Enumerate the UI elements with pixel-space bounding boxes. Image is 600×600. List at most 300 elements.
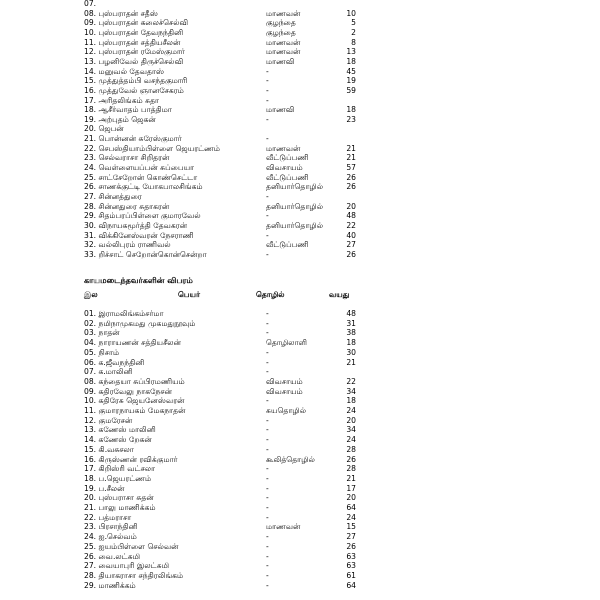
row-age: 21 bbox=[346, 153, 356, 163]
table-row bbox=[0, 377, 600, 387]
row-name bbox=[84, 581, 136, 591]
row-person-name: கதிரவேலு நாகநேசன் bbox=[98, 386, 172, 396]
row-person-name: வல்லிபுரம் ராணிவல் bbox=[98, 240, 171, 250]
table-row bbox=[0, 202, 600, 212]
row-name bbox=[84, 542, 179, 552]
table-row bbox=[0, 182, 600, 192]
row-number: 22. bbox=[84, 143, 97, 153]
table-row bbox=[0, 240, 600, 250]
row-age: 57 bbox=[346, 163, 356, 173]
row-name bbox=[84, 250, 207, 260]
row-number: 04. bbox=[84, 338, 97, 348]
row-name bbox=[84, 435, 152, 445]
row-person-name: சின்னதுரை சுதாகரன் bbox=[98, 201, 170, 211]
row-occupation: தொழிலாளி bbox=[266, 338, 307, 348]
row-occupation: கூலித்தொழில் bbox=[266, 454, 315, 464]
row-number: 19. bbox=[84, 483, 97, 493]
row-person-name: சாட்சேறோன் கொண்செட்டா bbox=[98, 172, 198, 182]
row-name bbox=[84, 464, 155, 474]
table-row bbox=[0, 561, 600, 571]
row-occupation: - bbox=[266, 396, 269, 406]
row-occupation: மாணவன் bbox=[266, 37, 301, 47]
row-name bbox=[84, 425, 156, 435]
row-number: 26. bbox=[84, 182, 97, 192]
row-name bbox=[84, 445, 134, 455]
injured-table-header bbox=[0, 289, 600, 300]
table-row bbox=[0, 328, 600, 338]
row-name bbox=[84, 231, 194, 241]
row-occupation: - bbox=[266, 561, 269, 571]
row-person-name: புஸ்பராதன் சதீஸ் bbox=[98, 8, 158, 18]
row-number: 07. bbox=[84, 367, 97, 377]
table-row bbox=[0, 57, 600, 67]
row-occupation: - bbox=[266, 444, 269, 454]
row-number: 25. bbox=[84, 172, 97, 182]
row-name bbox=[84, 0, 96, 9]
table-row bbox=[0, 416, 600, 426]
row-age: 26 bbox=[346, 172, 356, 182]
row-number: 10. bbox=[84, 396, 97, 406]
row-name bbox=[84, 474, 151, 484]
row-age: 18 bbox=[346, 105, 356, 115]
table-row bbox=[0, 338, 600, 348]
row-occupation: - bbox=[266, 415, 269, 425]
table-row bbox=[0, 144, 600, 154]
row-person-name: றிச்சாட் செறோன்கொன்சென்றா bbox=[98, 249, 207, 259]
row-age: 63 bbox=[346, 551, 356, 561]
row-age: 26 bbox=[346, 182, 356, 192]
row-age: 5 bbox=[351, 18, 356, 28]
row-name bbox=[84, 47, 185, 57]
row-occupation: - bbox=[266, 473, 269, 483]
row-number: 32. bbox=[84, 240, 97, 250]
column-header-number: இல bbox=[84, 290, 98, 299]
row-number: 29. bbox=[84, 580, 97, 590]
row-number: 22. bbox=[84, 512, 97, 522]
row-number: 30. bbox=[84, 220, 97, 230]
table-row bbox=[0, 250, 600, 260]
row-person-name: அற்புதம் ஜெகன் bbox=[98, 114, 156, 124]
row-age: 22 bbox=[346, 220, 356, 230]
row-name bbox=[84, 144, 220, 154]
table-row bbox=[0, 28, 600, 38]
row-occupation: - bbox=[266, 134, 269, 144]
row-occupation: - bbox=[266, 318, 269, 328]
row-age: 24 bbox=[346, 435, 356, 445]
table-row bbox=[0, 464, 600, 474]
row-occupation: மாணவன் bbox=[266, 143, 301, 153]
row-person-name: முத்துத்தம்பி வசந்தகுமாரி bbox=[98, 76, 188, 86]
row-person-name: அரிதலிங்கம் சுதா bbox=[98, 95, 159, 105]
row-name bbox=[84, 221, 187, 231]
row-person-name: நாதன் bbox=[98, 328, 120, 338]
row-name bbox=[84, 309, 164, 319]
row-name bbox=[84, 513, 131, 523]
row-occupation: வீட்டுப்பணி bbox=[266, 172, 309, 182]
row-age: 18 bbox=[346, 56, 356, 66]
table-row bbox=[0, 192, 600, 202]
row-occupation: - bbox=[266, 66, 269, 76]
row-person-name: கி.வசுசலா bbox=[98, 444, 134, 454]
row-name bbox=[84, 115, 156, 125]
row-number: 20. bbox=[84, 493, 97, 503]
row-age: 20 bbox=[346, 201, 356, 211]
table-row bbox=[0, 484, 600, 494]
row-name bbox=[84, 552, 140, 562]
row-person-name: நமிநாமுகமது முகமதுநூவும் bbox=[98, 318, 196, 328]
row-person-name: நிசாம் bbox=[98, 347, 120, 357]
row-number: 33. bbox=[84, 249, 97, 259]
row-age: 59 bbox=[346, 85, 356, 95]
row-person-name: சின்னத்துரை bbox=[98, 192, 142, 201]
row-age: 28 bbox=[346, 464, 356, 474]
row-occupation: - bbox=[266, 532, 269, 542]
row-person-name: பிரசாந்தினி bbox=[98, 522, 138, 532]
row-person-name: பத்மராசா bbox=[98, 512, 132, 522]
row-occupation: - bbox=[266, 541, 269, 551]
row-occupation: - bbox=[266, 512, 269, 522]
table-row bbox=[0, 67, 600, 77]
row-age: 24 bbox=[346, 406, 356, 415]
row-age: 30 bbox=[346, 347, 356, 357]
table-row bbox=[0, 503, 600, 513]
row-number: 24. bbox=[84, 163, 97, 173]
row-number: 08. bbox=[84, 376, 97, 386]
row-number: 29. bbox=[84, 211, 97, 221]
row-name bbox=[84, 28, 183, 38]
row-number: 28. bbox=[84, 570, 97, 580]
row-occupation: மாணவன் bbox=[266, 522, 301, 532]
row-age: 34 bbox=[346, 425, 356, 435]
row-age: 26 bbox=[346, 541, 356, 551]
row-occupation: மாணவன் bbox=[266, 8, 301, 18]
row-person-name: மனுவல் தேவதாஸ் bbox=[98, 66, 165, 76]
table-row bbox=[0, 38, 600, 48]
row-age: 48 bbox=[346, 211, 356, 221]
row-age: 17 bbox=[346, 483, 356, 493]
row-name bbox=[84, 348, 119, 358]
row-name bbox=[84, 96, 159, 106]
row-age: 2 bbox=[351, 27, 356, 37]
row-occupation: மாணவன் bbox=[266, 47, 301, 57]
row-occupation: - bbox=[266, 493, 269, 503]
table-row bbox=[0, 358, 600, 368]
row-age: 19 bbox=[346, 76, 356, 86]
row-occupation: மாணவி bbox=[266, 105, 295, 115]
row-person-name: புஸ்பராதன் ரமேஸ்குமார் bbox=[98, 47, 185, 57]
row-number: 27. bbox=[84, 192, 97, 201]
row-name bbox=[84, 396, 184, 406]
row-name bbox=[84, 105, 172, 115]
row-number: 13. bbox=[84, 56, 97, 66]
table-row bbox=[0, 163, 600, 173]
row-number: 13. bbox=[84, 425, 97, 435]
table-row bbox=[0, 387, 600, 397]
table-row bbox=[0, 221, 600, 231]
row-number: 19. bbox=[84, 114, 97, 124]
table-row bbox=[0, 47, 600, 57]
row-name bbox=[84, 76, 187, 86]
row-number: 09. bbox=[84, 386, 97, 396]
row-occupation: - bbox=[266, 435, 269, 445]
row-age: 22 bbox=[346, 376, 356, 386]
row-name bbox=[84, 377, 185, 387]
row-name bbox=[84, 416, 132, 426]
row-name bbox=[84, 86, 184, 96]
row-occupation: - bbox=[266, 249, 269, 259]
row-person-name: சிதம்பரப்பிள்ளை குமாரவேல் bbox=[98, 211, 201, 221]
row-number: 16. bbox=[84, 454, 97, 464]
row-person-name: ஆசீர்வாதம் பாத்திமா bbox=[98, 105, 172, 115]
row-name bbox=[84, 493, 154, 503]
row-age: 21 bbox=[346, 143, 356, 153]
row-number: 23. bbox=[84, 522, 97, 532]
row-number: 06. bbox=[84, 357, 97, 367]
row-age: 31 bbox=[346, 318, 356, 328]
column-header-age: வயது bbox=[329, 290, 350, 299]
row-name bbox=[84, 484, 124, 494]
row-name bbox=[84, 338, 181, 348]
row-occupation: வீட்டுப்பணி bbox=[266, 153, 309, 163]
table-row bbox=[0, 513, 600, 523]
table-row bbox=[0, 581, 600, 591]
row-age: 34 bbox=[346, 386, 356, 396]
row-person-name: விநாயகமூர்த்தி தேவகரன் bbox=[98, 220, 188, 230]
table-row bbox=[0, 153, 600, 163]
row-number: 21. bbox=[84, 134, 97, 144]
row-age: 8 bbox=[351, 37, 356, 47]
row-occupation: - bbox=[266, 580, 269, 590]
row-name bbox=[84, 202, 169, 212]
row-age: 61 bbox=[346, 570, 356, 580]
row-person-name: விக்கினேஸ்வரன் நேசராணி bbox=[98, 230, 194, 240]
row-name bbox=[84, 522, 138, 532]
row-number: 20. bbox=[84, 124, 97, 134]
row-occupation: - bbox=[266, 367, 269, 377]
row-occupation: - bbox=[266, 230, 269, 240]
row-person-name: வையாபுரி இலட்சுமி bbox=[98, 561, 170, 571]
row-person-name: புஸ்பராதன் சத்தியசீலன் bbox=[98, 37, 181, 47]
table-row bbox=[0, 348, 600, 358]
row-name bbox=[84, 173, 197, 183]
row-occupation: - bbox=[266, 357, 269, 367]
row-person-name: செபஸ்தியாம்பிள்ளை ஜெயரட்ணம் bbox=[98, 143, 220, 153]
table-row bbox=[0, 552, 600, 562]
row-occupation: - bbox=[266, 114, 269, 124]
row-number: 12. bbox=[84, 47, 97, 57]
row-person-name: வை.லட்சுமி bbox=[98, 551, 141, 561]
row-number: 01. bbox=[84, 309, 97, 318]
row-number: 16. bbox=[84, 85, 97, 95]
table-row bbox=[0, 474, 600, 484]
row-age: 21 bbox=[346, 473, 356, 483]
row-person-name: குமரேசன் bbox=[98, 415, 133, 425]
row-age: 13 bbox=[346, 47, 356, 57]
table-row bbox=[0, 396, 600, 406]
row-occupation: தனியார்தொழில் bbox=[266, 220, 324, 230]
row-age: 27 bbox=[346, 240, 356, 250]
row-occupation: - bbox=[266, 192, 269, 201]
row-number: 09. bbox=[84, 18, 97, 28]
table-row bbox=[0, 542, 600, 552]
row-name bbox=[84, 134, 182, 144]
row-number: 15. bbox=[84, 76, 97, 86]
row-person-name: தியாகராசா சந்திரலிங்கம் bbox=[98, 570, 184, 580]
row-person-name: கிருஸ்ணன் ரவிக்குமார் bbox=[98, 454, 178, 464]
row-age: 45 bbox=[346, 66, 356, 76]
table-row bbox=[0, 96, 600, 106]
row-age: 48 bbox=[346, 309, 356, 318]
row-number: 02. bbox=[84, 318, 97, 328]
row-number: 28. bbox=[84, 201, 97, 211]
row-occupation: தனியார்தொழில் bbox=[266, 182, 324, 192]
row-person-name: கிறிஸ்ரி வட்சலா bbox=[98, 464, 156, 474]
row-name bbox=[84, 387, 172, 397]
row-occupation: - bbox=[266, 551, 269, 561]
row-occupation: - bbox=[266, 483, 269, 493]
table-row bbox=[0, 134, 600, 144]
row-name bbox=[84, 67, 164, 77]
row-name bbox=[84, 211, 201, 221]
row-number: 15. bbox=[84, 444, 97, 454]
row-age: 24 bbox=[346, 512, 356, 522]
table-row bbox=[0, 86, 600, 96]
row-age: 20 bbox=[346, 493, 356, 503]
row-name bbox=[84, 192, 142, 202]
row-person-name: புஸ்பராசா சுதன் bbox=[98, 493, 154, 503]
row-occupation: விவசாயம் bbox=[266, 376, 303, 386]
row-person-name: கணேஸ் மாலினி bbox=[98, 425, 156, 435]
row-age: 18 bbox=[346, 396, 356, 406]
row-number: 11. bbox=[84, 406, 97, 415]
table-row bbox=[0, 9, 600, 19]
row-occupation: - bbox=[266, 464, 269, 474]
row-age: 21 bbox=[346, 357, 356, 367]
row-person-name: செல்வராசா சிறிதரன் bbox=[98, 153, 170, 163]
row-person-name: முத்துவேல் ஞானசேகரம் bbox=[98, 85, 184, 95]
table-row bbox=[0, 571, 600, 581]
row-age: 64 bbox=[346, 503, 356, 512]
column-header-occupation: தொழில் bbox=[256, 290, 285, 299]
row-number: 17. bbox=[84, 464, 97, 474]
row-name bbox=[84, 124, 124, 134]
row-occupation: - bbox=[266, 85, 269, 95]
row-number: 05. bbox=[84, 347, 97, 357]
row-name bbox=[84, 18, 188, 28]
row-number: 08. bbox=[84, 8, 97, 18]
row-name bbox=[84, 57, 183, 67]
table-row bbox=[0, 76, 600, 86]
row-person-name: இராமலிங்கம்சர்மா bbox=[98, 309, 164, 318]
row-person-name: பொன்னன் சுரேஸ்குமார் bbox=[98, 134, 182, 144]
row-name bbox=[84, 319, 195, 329]
row-age: 26 bbox=[346, 249, 356, 259]
row-name bbox=[84, 406, 185, 416]
row-age: 27 bbox=[346, 532, 356, 542]
row-number: 27. bbox=[84, 561, 97, 571]
row-occupation: விவசாயம் bbox=[266, 163, 303, 173]
row-age: 40 bbox=[346, 230, 356, 240]
table-row bbox=[0, 455, 600, 465]
row-person-name: ப.ஜெயரட்ணம் bbox=[98, 473, 152, 483]
row-age: 28 bbox=[346, 444, 356, 454]
row-number: 24. bbox=[84, 532, 97, 542]
row-name bbox=[84, 561, 169, 571]
row-number: 23. bbox=[84, 153, 97, 163]
table-row bbox=[0, 115, 600, 125]
row-occupation: - bbox=[266, 95, 269, 105]
row-name bbox=[84, 358, 144, 368]
row-occupation: விவசாயம் bbox=[266, 386, 303, 396]
row-person-name: வெள்ளையப்பன் சுப்பையா bbox=[98, 163, 195, 173]
row-name bbox=[84, 532, 137, 542]
row-name bbox=[84, 38, 180, 48]
row-number: 12. bbox=[84, 415, 97, 425]
row-number: 31. bbox=[84, 230, 97, 240]
row-person-name: பழனிவேல் திருச்செல்வி bbox=[98, 56, 184, 66]
row-person-name: ஐ.செல்வம் bbox=[98, 532, 137, 542]
row-occupation: - bbox=[266, 211, 269, 221]
row-age: 38 bbox=[346, 328, 356, 338]
row-number: 14. bbox=[84, 66, 97, 76]
row-person-name: க.ஜீவநந்தினி bbox=[98, 357, 145, 367]
row-number: 17. bbox=[84, 95, 97, 105]
row-occupation: - bbox=[266, 503, 269, 512]
injured-section-heading: காயமடைந்தவர்களின் விபரம் bbox=[84, 276, 193, 285]
row-occupation: - bbox=[266, 425, 269, 435]
row-occupation: - bbox=[266, 76, 269, 86]
row-person-name: மாணிக்கம் bbox=[98, 580, 136, 590]
row-number: 03. bbox=[84, 328, 97, 338]
row-person-name: நாராயணன் சத்தியசீலன் bbox=[98, 338, 181, 348]
table-row bbox=[0, 435, 600, 445]
table-row bbox=[0, 425, 600, 435]
row-number: 18. bbox=[84, 473, 97, 483]
row-number: 07. bbox=[84, 0, 97, 8]
table-row bbox=[0, 309, 600, 319]
row-name bbox=[84, 503, 156, 513]
table-row bbox=[0, 367, 600, 377]
row-person-name: குமாரநாயகம் மேகநாதன் bbox=[98, 406, 186, 415]
row-person-name: கணேஸ் றேகன் bbox=[98, 435, 152, 445]
row-name bbox=[84, 240, 171, 250]
row-age: 20 bbox=[346, 415, 356, 425]
row-person-name: கதிரேசு ஜெயனேஸ்வரன் bbox=[98, 396, 185, 406]
table-row bbox=[0, 231, 600, 241]
row-occupation: வீட்டுப்பணி bbox=[266, 240, 309, 250]
row-person-name: பாலு மாணிக்கம் bbox=[98, 503, 156, 512]
row-occupation: குழந்தை bbox=[266, 18, 296, 28]
row-occupation: குழந்தை bbox=[266, 27, 296, 37]
table-row bbox=[0, 406, 600, 416]
table-row bbox=[0, 173, 600, 183]
row-person-name: ஜெபன் bbox=[98, 124, 124, 134]
table-row bbox=[0, 0, 600, 9]
row-occupation: மாணவி bbox=[266, 56, 295, 66]
row-name bbox=[84, 367, 133, 377]
row-name bbox=[84, 571, 183, 581]
table-row bbox=[0, 211, 600, 221]
row-number: 10. bbox=[84, 27, 97, 37]
table-row bbox=[0, 532, 600, 542]
row-name bbox=[84, 163, 194, 173]
row-age: 15 bbox=[346, 522, 356, 532]
row-person-name: ப.சீலன் bbox=[98, 483, 125, 493]
row-occupation: சுயதொழில் bbox=[266, 406, 307, 415]
row-number: 26. bbox=[84, 551, 97, 561]
row-person-name: புஸ்பராதன் தேவநந்தினி bbox=[98, 27, 184, 37]
row-occupation: - bbox=[266, 570, 269, 580]
